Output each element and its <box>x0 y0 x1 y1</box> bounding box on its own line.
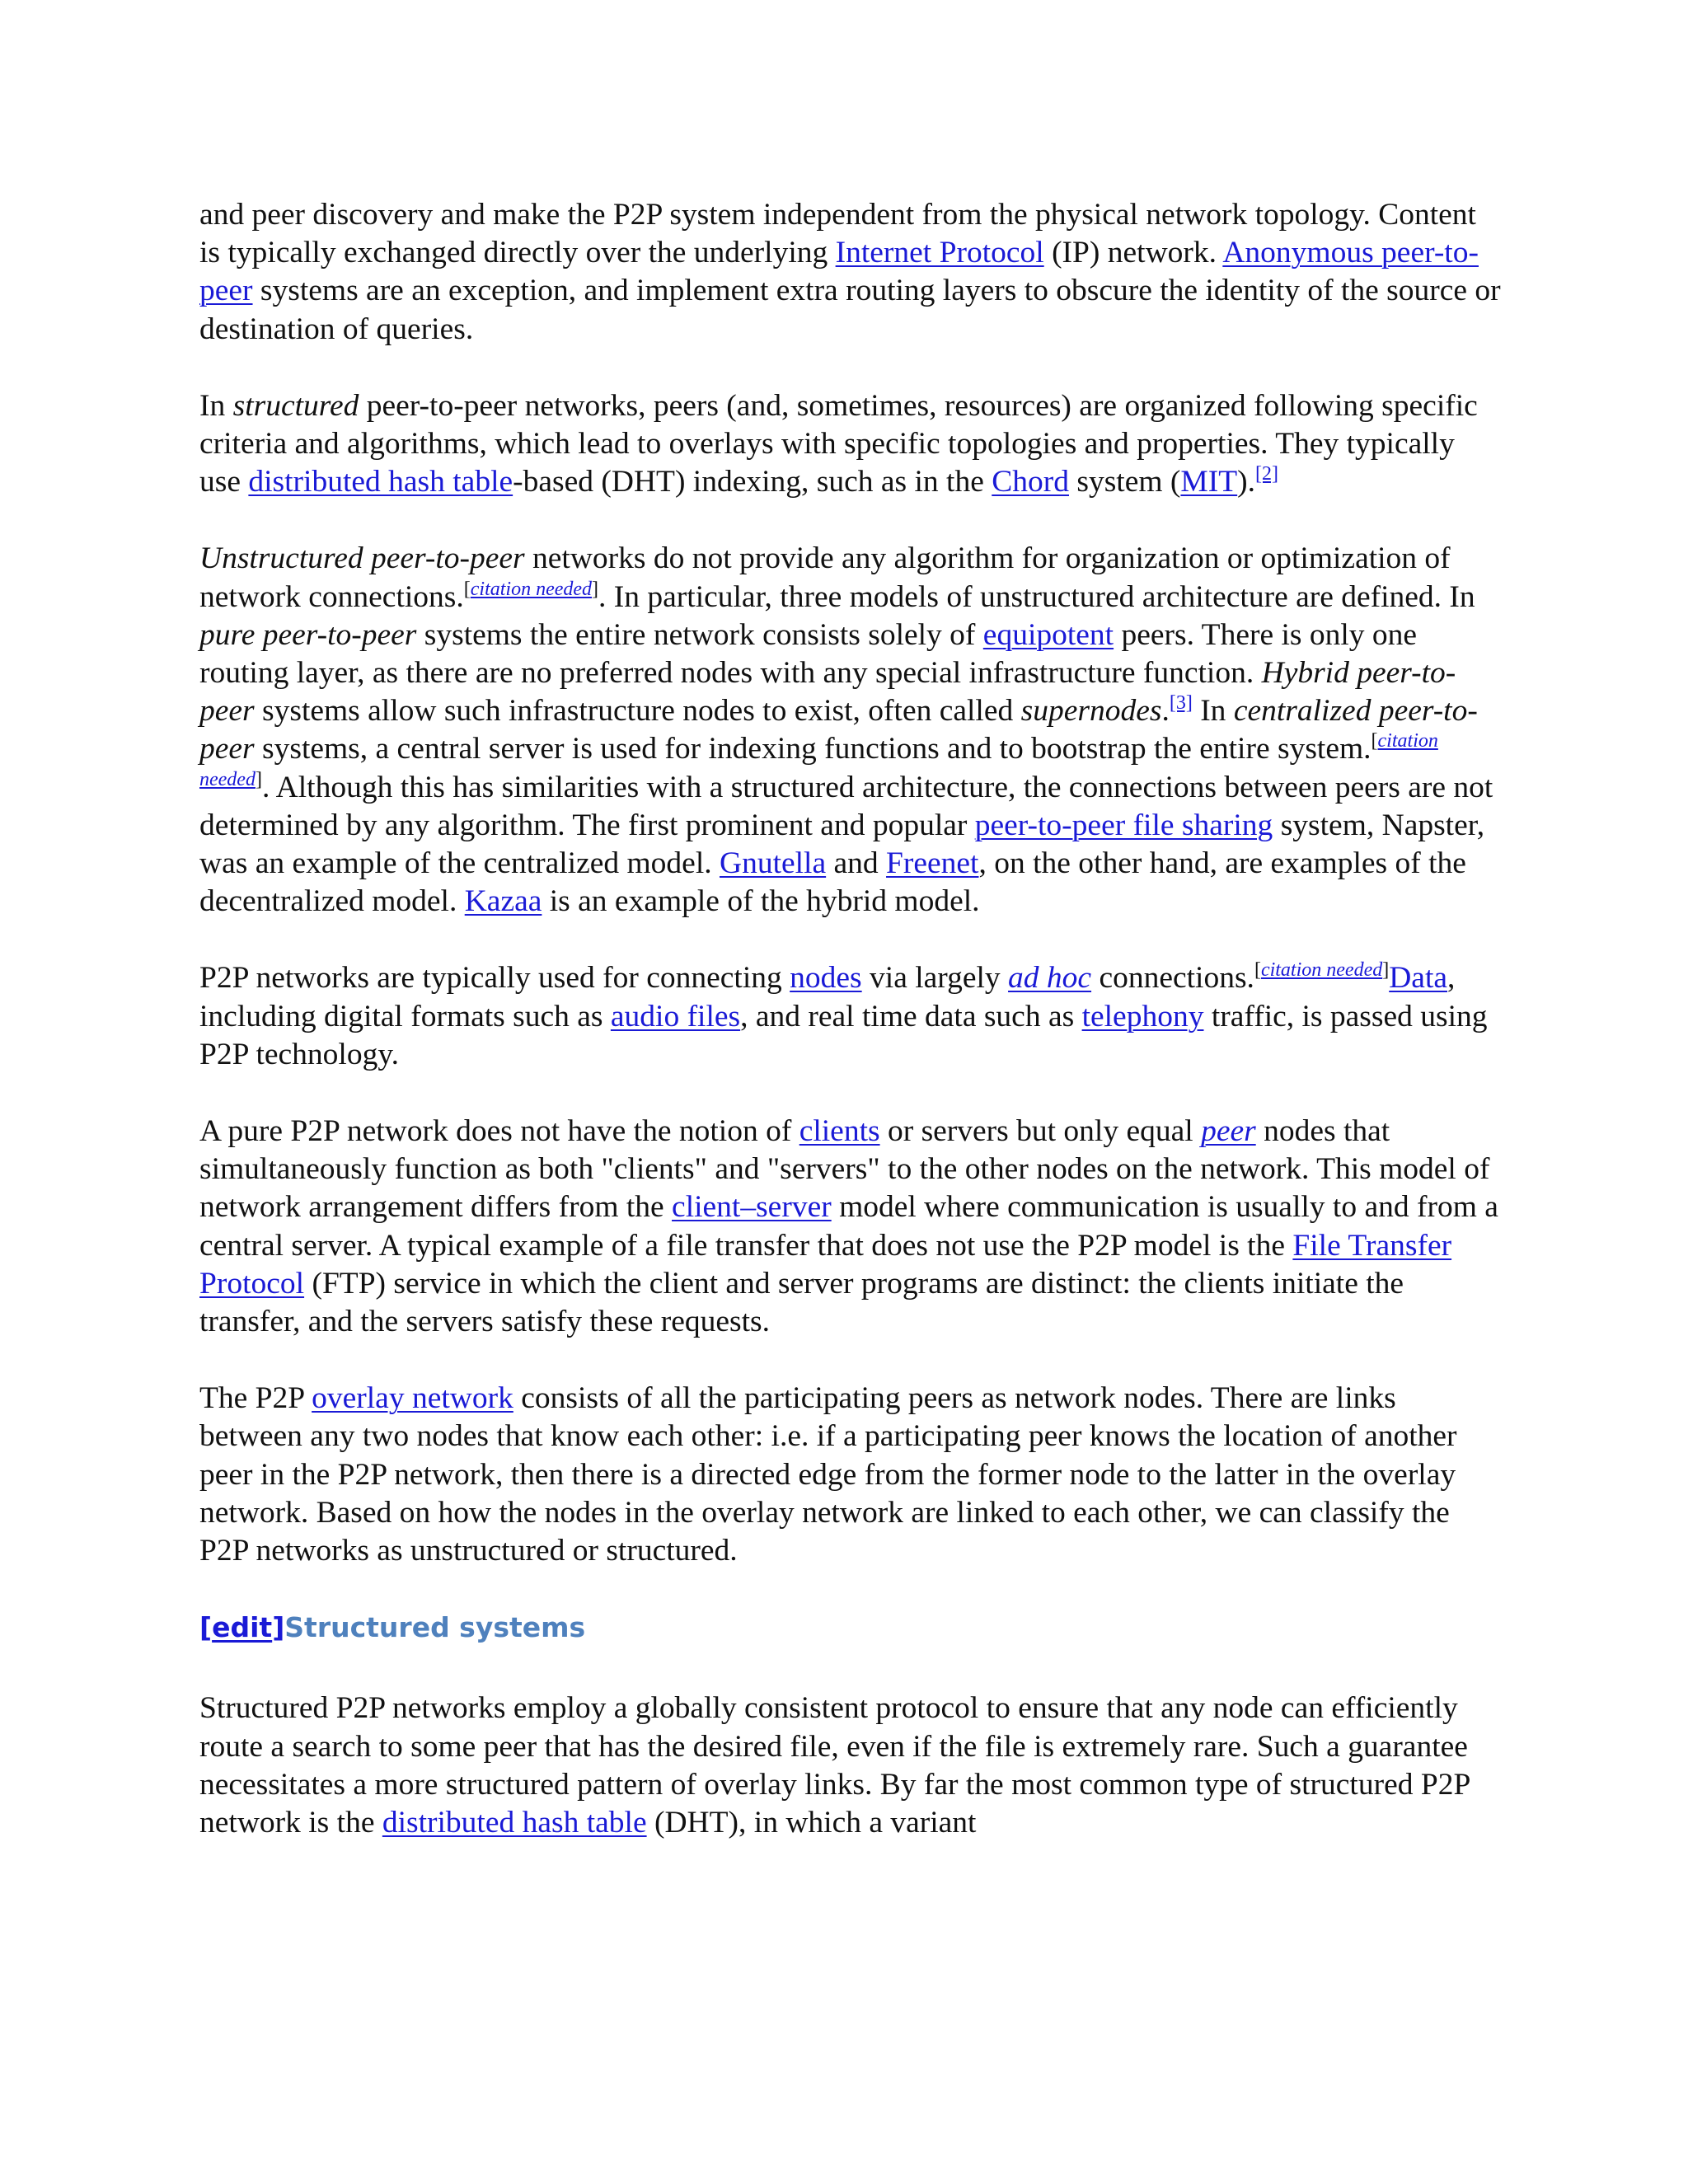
section-title: Structured systems <box>284 1611 586 1644</box>
text: , including digital formats such as <box>199 961 1456 1033</box>
text: . In particular, three models of unstructured architecture are defined. In <box>598 579 1475 614</box>
link-internet-protocol[interactable]: Internet Protocol <box>835 236 1044 270</box>
link-distributed-hash-table[interactable]: distributed hash table <box>382 1805 647 1840</box>
link-telephony[interactable]: telephony <box>1081 999 1204 1033</box>
paragraph-structured-systems <box>199 1690 1502 1842</box>
emphasis: Hybrid peer-to-peer <box>199 656 1456 729</box>
link-p2p-file-sharing[interactable]: peer-to-peer file sharing <box>974 808 1273 842</box>
text: In <box>1192 694 1234 729</box>
text: , on the other hand, are examples of the decentralized model. <box>199 846 1466 919</box>
bracket: [ <box>463 578 471 600</box>
edit-link[interactable]: edit <box>212 1611 273 1644</box>
text: . Although this has similarities with a structured architecture, the connections between peers are not determined by any algorithm. The first prominent and popular <box>199 770 1493 842</box>
footnote-ref <box>1255 463 1278 485</box>
text: peers. There is only one routing layer, as there are no preferred nodes with any special infrastructure function. <box>199 617 1418 691</box>
citation-needed-link[interactable]: citation needed <box>470 578 593 600</box>
text: systems are an exception, and implement extra routing layers to obscure the identity of the source or destination of queries. <box>199 274 1501 346</box>
text: systems, a central server is used for indexing functions and to bootstrap the entire system. <box>254 732 1372 766</box>
text: traffic, is passed using P2P technology. <box>199 999 1488 1071</box>
text: via largely <box>861 961 1009 996</box>
emphasis: structured <box>232 388 359 423</box>
text: systems the entire network consists solely of <box>416 617 983 652</box>
link-anonymous-p2p[interactable]: Anonymous peer-to-peer <box>199 236 1479 308</box>
text: consists of all the participating peers as network nodes. There are links between any two nodes that know each other: i.e. if a participating peer knows the location of another peer in the P2P network, then there is a directed edge from the former node to the latter in the overlay network. Based on how the nodes in the overlay network are linked to each other, we can classify the P2P networks as unstructured or structured. <box>199 1381 1457 1568</box>
emphasis: supernodes <box>1020 694 1162 729</box>
text: connections. <box>1091 961 1254 996</box>
bracket: ] <box>1382 959 1390 982</box>
link-chord[interactable]: Chord <box>992 465 1069 499</box>
bracket: [ <box>1254 959 1261 982</box>
bracket: ] <box>592 578 599 600</box>
document-page <box>199 196 1502 1881</box>
paragraph-pure-p2p <box>199 1113 1502 1341</box>
link-freenet[interactable]: Freenet <box>886 846 979 881</box>
text: systems allow such infrastructure nodes to exist, often called <box>254 694 1021 729</box>
text: nodes that simultaneously function as both "clients" and "servers" to the other nodes on the network. This model of network arrangement differs from the <box>199 1114 1490 1225</box>
citation-needed-link[interactable]: citation needed <box>199 730 1438 790</box>
link-peer[interactable]: peer <box>1201 1114 1256 1149</box>
citation-needed <box>1254 959 1389 981</box>
text: A pure P2P network does not have the notion of <box>199 1114 799 1149</box>
paragraph-structured <box>199 387 1502 502</box>
link-mit[interactable]: MIT <box>1180 465 1238 499</box>
paragraph-overlay <box>199 1380 1502 1570</box>
section-heading <box>199 1609 1502 1647</box>
footnote-ref <box>1170 692 1193 714</box>
link-gnutella[interactable]: Gnutella <box>719 846 827 881</box>
text: is an example of the hybrid model. <box>542 884 980 919</box>
emphasis: centralized peer-to-peer <box>199 694 1478 766</box>
footnote-link-2[interactable]: [2] <box>1255 463 1279 485</box>
text: (IP) network. <box>1043 236 1223 270</box>
link-equipotent[interactable]: equipotent <box>982 617 1114 652</box>
text: peer-to-peer networks, peers (and, sometimes, resources) are organized following specific criteria and algorithms, which lead to overlays with specific topologies and properties. They typically use <box>199 388 1478 499</box>
text: , and real time data such as <box>740 999 1082 1033</box>
text: The P2P <box>199 1381 312 1416</box>
link-nodes[interactable]: nodes <box>790 961 862 996</box>
link-distributed-hash-table[interactable]: distributed hash table <box>248 465 513 499</box>
footnote-link-3[interactable]: [3] <box>1169 692 1193 715</box>
paragraph-usage <box>199 959 1502 1074</box>
link-audio-files[interactable]: audio files <box>610 999 741 1033</box>
text: model where communication is usually to and from a central server. A typical example of a file transfer that does not use the P2P model is the <box>199 1190 1498 1263</box>
link-client-server[interactable]: client–server <box>672 1190 832 1225</box>
text: . <box>1161 694 1170 729</box>
paragraph-overview <box>199 196 1502 349</box>
text: and peer discovery and make the P2P system independent from the physical network topology. Content is typically exchanged directly over the underlying <box>199 198 1476 270</box>
link-ad-hoc[interactable]: ad hoc <box>1008 961 1092 996</box>
text: system, Napster, was an example of the centralized model. <box>199 808 1485 881</box>
text: P2P networks are typically used for connecting <box>199 961 790 996</box>
link-data[interactable]: Data <box>1389 961 1448 996</box>
text: In <box>199 388 233 423</box>
link-kazaa[interactable]: Kazaa <box>464 884 542 919</box>
emphasis: Unstructured peer-to-peer <box>199 541 525 576</box>
text: networks do not provide any algorithm for organization or optimization of network connections. <box>199 541 1451 614</box>
emphasis: pure peer-to-peer <box>199 617 417 652</box>
link-file-transfer-protocol[interactable]: File Transfer Protocol <box>199 1228 1452 1301</box>
link-clients[interactable]: clients <box>799 1114 880 1149</box>
text: or servers but only equal <box>879 1114 1202 1149</box>
text: system ( <box>1069 465 1181 499</box>
text: and <box>826 846 887 881</box>
text: Structured P2P networks employ a globally consistent protocol to ensure that any node can efficiently route a search to some peer that has the desired file, even if the file is extremely rare. Such a guarantee necessitates a more structured pattern of overlay links. By far the most common type of structured P2P network is the <box>199 1691 1470 1840</box>
citation-needed-link[interactable]: citation needed <box>1260 959 1383 982</box>
bracket: [ <box>199 1611 213 1644</box>
bracket: ] <box>272 1611 285 1644</box>
citation-needed <box>464 579 598 600</box>
bracket: ] <box>255 768 262 790</box>
text: (DHT), in which a variant <box>646 1805 977 1840</box>
text: -based (DHT) indexing, such as in the <box>513 465 992 499</box>
text: ). <box>1237 465 1256 499</box>
paragraph-unstructured <box>199 540 1502 921</box>
link-overlay-network[interactable]: overlay network <box>312 1381 513 1416</box>
text: (FTP) service in which the client and server programs are distinct: the clients initiate the transfer, and the servers satisfy these requests. <box>199 1266 1404 1339</box>
bracket: [ <box>1371 730 1378 752</box>
